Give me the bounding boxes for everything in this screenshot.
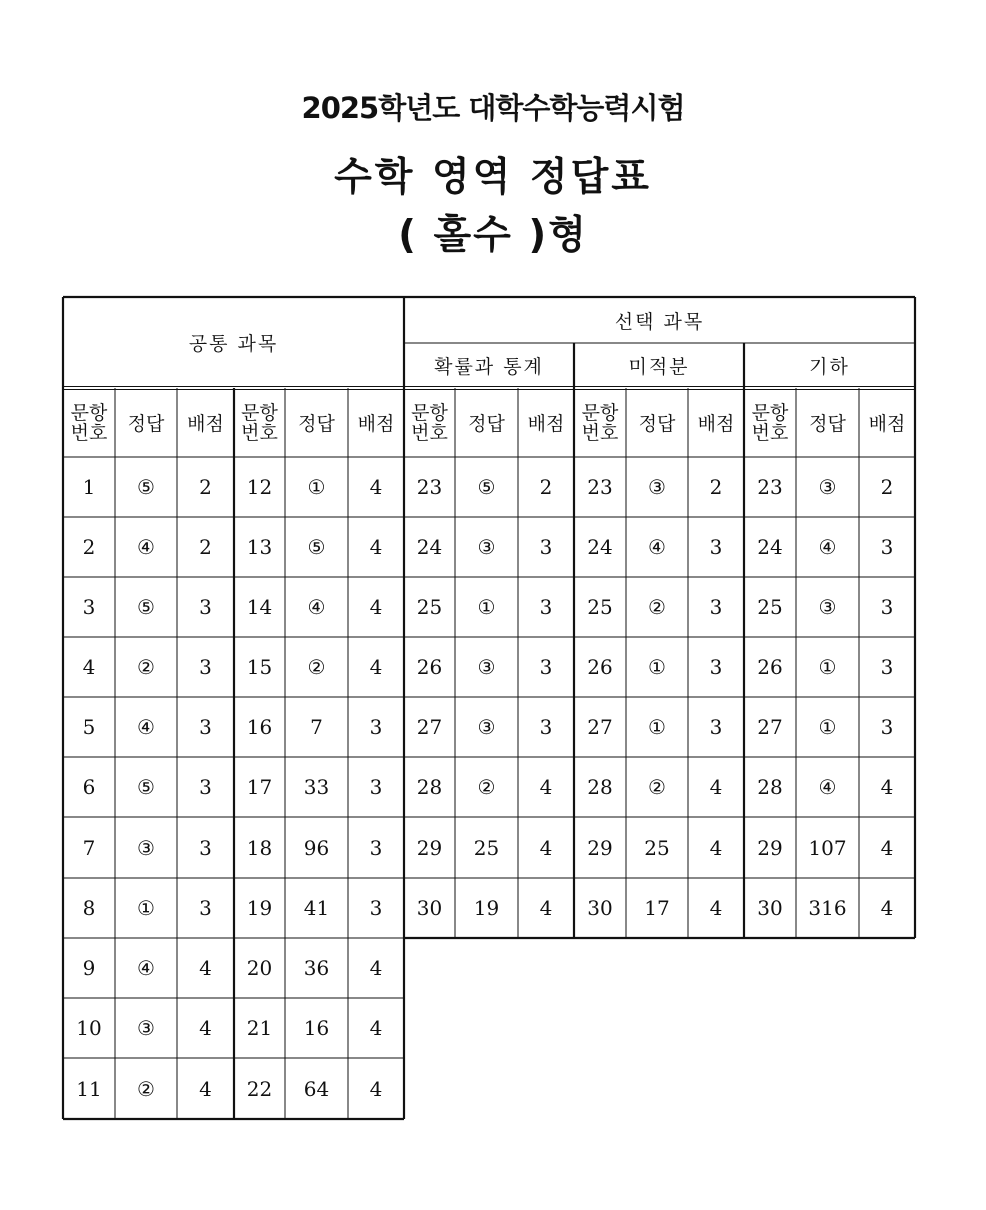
geometry-score: 4: [880, 835, 894, 860]
common-left-question-number: 1: [82, 475, 96, 499]
calculus-score: 3: [709, 595, 723, 619]
geometry-question-number: 24: [757, 535, 783, 559]
col-label-score: 배점: [697, 413, 735, 435]
common-right-score: 3: [369, 896, 383, 920]
prob-stats-question-number: 29: [416, 835, 443, 860]
common-right-score: 4: [369, 1016, 383, 1040]
common-left-question-number: 5: [82, 715, 96, 739]
geometry-answer: ③: [818, 595, 837, 619]
geometry-score: 2: [880, 475, 894, 499]
common-left-score: 3: [199, 835, 212, 860]
common-left-answer: ②: [137, 655, 155, 679]
common-left-answer: ③: [137, 835, 155, 860]
common-right-question-number: 18: [246, 835, 273, 860]
prob-stats-score: 4: [539, 896, 553, 920]
geometry-question-number: 25: [757, 595, 783, 619]
col-label-number: 문항 번호: [751, 401, 789, 444]
geometry-score: 3: [880, 655, 894, 679]
common-left-answer: ④: [137, 535, 155, 559]
common-right-score: 4: [369, 535, 383, 559]
geometry-question-number: 29: [757, 835, 783, 860]
calculus-answer: ①: [648, 715, 666, 739]
common-right-question-number: 15: [246, 655, 273, 679]
col-label-number: 문항 번호: [241, 401, 278, 444]
common-right-answer: 41: [303, 896, 330, 920]
exam-type-title: ( 홀수 )형: [398, 213, 588, 258]
col-label-score: 배점: [868, 413, 906, 435]
common-left-score: 3: [199, 655, 212, 679]
common-right-score: 3: [369, 775, 383, 799]
calculus-question-number: 28: [587, 775, 613, 799]
prob-stats-answer: ⑤: [477, 475, 496, 499]
elective-subject-header: 선택 과목: [614, 310, 705, 333]
calculus-score: 4: [709, 896, 723, 920]
geometry-score: 4: [880, 775, 894, 799]
common-left-answer: ③: [137, 1016, 155, 1040]
common-right-answer: ②: [307, 655, 326, 679]
prob-stats-score: 4: [539, 775, 553, 799]
common-left-score: 2: [199, 475, 212, 499]
geometry-score: 3: [880, 715, 894, 739]
geometry-answer: 107: [808, 835, 847, 860]
common-right-score: 4: [369, 595, 383, 619]
calculus-answer: ③: [648, 475, 666, 499]
common-left-answer: ⑤: [137, 475, 155, 499]
common-right-question-number: 20: [246, 956, 273, 980]
common-right-score: 4: [369, 655, 383, 679]
prob-stats-score: 2: [539, 475, 553, 499]
common-subject-header: 공통 과목: [188, 333, 279, 355]
geometry-answer: ④: [818, 775, 837, 799]
common-right-answer: 7: [310, 715, 323, 739]
geometry-score: 3: [880, 595, 894, 619]
prob-stats-answer: ③: [477, 715, 496, 739]
col-label-score: 배점: [527, 413, 565, 435]
geometry-score: 3: [880, 535, 894, 559]
calculus-question-number: 27: [587, 715, 613, 739]
calculus-answer: 25: [644, 835, 670, 860]
common-left-score: 4: [199, 1016, 212, 1040]
prob-stats-question-number: 28: [416, 775, 443, 799]
col-label-answer: 정답: [638, 413, 676, 435]
col-label-number: 문항 번호: [70, 401, 108, 444]
common-right-answer: 64: [303, 1076, 330, 1101]
common-right-answer: 16: [303, 1016, 330, 1040]
common-right-answer: ①: [307, 475, 326, 499]
common-left-score: 3: [199, 775, 212, 799]
geometry-answer: ③: [818, 475, 837, 499]
prob-stats-score: 3: [539, 595, 553, 619]
geometry-answer: ①: [818, 715, 837, 739]
prob-stats-answer: 19: [473, 896, 500, 920]
common-left-score: 3: [199, 715, 212, 739]
prob-stats-score: 3: [539, 655, 553, 679]
geometry-question-number: 27: [757, 715, 783, 739]
calculus-question-number: 23: [587, 475, 613, 499]
prob-stats-answer: ③: [477, 535, 496, 559]
common-right-question-number: 16: [246, 715, 273, 739]
common-right-score: 4: [369, 475, 383, 499]
prob-stats-answer: ①: [477, 595, 496, 619]
calculus-score: 3: [709, 535, 723, 559]
geometry-question-number: 23: [757, 475, 783, 499]
common-left-score: 3: [199, 595, 212, 619]
common-left-question-number: 7: [82, 835, 96, 860]
prob-stats-question-number: 30: [416, 896, 443, 920]
common-left-question-number: 3: [82, 595, 96, 619]
geometry-question-number: 26: [757, 655, 783, 679]
calculus-answer: ①: [648, 655, 666, 679]
common-right-question-number: 17: [246, 775, 273, 799]
elective-name-2: 미적분: [628, 356, 690, 378]
prob-stats-question-number: 27: [416, 715, 443, 739]
calculus-score: 4: [709, 835, 723, 860]
common-left-answer: ④: [137, 715, 155, 739]
prob-stats-question-number: 26: [416, 655, 443, 679]
prob-stats-score: 4: [539, 835, 553, 860]
col-label-answer: 정답: [298, 413, 335, 435]
common-left-answer: ④: [137, 956, 155, 980]
common-left-answer: ①: [137, 896, 155, 920]
prob-stats-answer: ③: [477, 655, 496, 679]
calculus-answer: ④: [648, 535, 666, 559]
common-left-question-number: 10: [76, 1016, 102, 1040]
common-left-answer: ⑤: [137, 595, 155, 619]
calculus-score: 2: [709, 475, 723, 499]
calculus-question-number: 26: [587, 655, 613, 679]
common-left-question-number: 4: [82, 655, 96, 679]
col-label-answer: 정답: [127, 413, 165, 435]
common-left-score: 3: [199, 896, 212, 920]
exam-title: 2025학년도 대학수학능력시험: [301, 91, 685, 125]
calculus-answer: 17: [644, 896, 670, 920]
calculus-question-number: 30: [587, 896, 613, 920]
geometry-answer: ①: [818, 655, 837, 679]
col-label-answer: 정답: [809, 413, 846, 435]
prob-stats-question-number: 25: [416, 595, 443, 619]
common-right-question-number: 19: [246, 896, 273, 920]
calculus-question-number: 29: [587, 835, 613, 860]
calculus-question-number: 25: [587, 595, 613, 619]
common-right-question-number: 21: [246, 1016, 273, 1040]
common-right-answer: ④: [307, 595, 326, 619]
calculus-answer: ②: [648, 775, 666, 799]
elective-name-3: 기하: [809, 356, 850, 378]
common-right-question-number: 12: [246, 475, 273, 499]
common-left-question-number: 8: [82, 896, 96, 920]
col-label-number: 문항 번호: [581, 401, 619, 444]
prob-stats-question-number: 24: [416, 535, 443, 559]
calculus-score: 3: [709, 715, 723, 739]
geometry-question-number: 28: [757, 775, 783, 799]
common-right-answer: 96: [303, 835, 330, 860]
col-label-answer: 정답: [468, 413, 505, 435]
calculus-score: 3: [709, 655, 723, 679]
common-left-score: 4: [199, 1076, 212, 1101]
common-right-score: 3: [369, 835, 383, 860]
common-right-score: 3: [369, 715, 383, 739]
common-left-question-number: 2: [82, 535, 96, 559]
geometry-answer: 316: [808, 896, 847, 920]
col-label-score: 배점: [357, 413, 395, 435]
col-label-number: 문항 번호: [411, 401, 448, 444]
common-right-answer: 36: [303, 956, 330, 980]
common-right-question-number: 22: [246, 1076, 273, 1101]
common-left-question-number: 6: [82, 775, 96, 799]
prob-stats-answer: 25: [473, 835, 500, 860]
common-left-score: 2: [199, 535, 212, 559]
common-right-score: 4: [369, 956, 383, 980]
common-right-question-number: 13: [246, 535, 273, 559]
prob-stats-question-number: 23: [416, 475, 443, 499]
prob-stats-score: 3: [539, 715, 553, 739]
prob-stats-score: 3: [539, 535, 553, 559]
prob-stats-answer: ②: [477, 775, 496, 799]
geometry-question-number: 30: [757, 896, 783, 920]
calculus-question-number: 24: [587, 535, 613, 559]
elective-name-1: 확률과 통계: [434, 356, 544, 378]
geometry-answer: ④: [818, 535, 837, 559]
calculus-answer: ②: [648, 595, 666, 619]
common-right-score: 4: [369, 1076, 383, 1101]
common-right-question-number: 14: [246, 595, 273, 619]
subject-title: 수학 영역 정답표: [334, 155, 652, 200]
col-label-score: 배점: [187, 413, 224, 435]
common-left-answer: ②: [137, 1076, 155, 1101]
geometry-score: 4: [880, 896, 894, 920]
common-left-score: 4: [199, 956, 212, 980]
calculus-score: 4: [709, 775, 723, 799]
common-left-question-number: 11: [76, 1076, 102, 1101]
common-left-answer: ⑤: [137, 775, 155, 799]
common-right-answer: 33: [303, 775, 330, 799]
common-right-answer: ⑤: [307, 535, 326, 559]
common-left-question-number: 9: [82, 956, 96, 980]
